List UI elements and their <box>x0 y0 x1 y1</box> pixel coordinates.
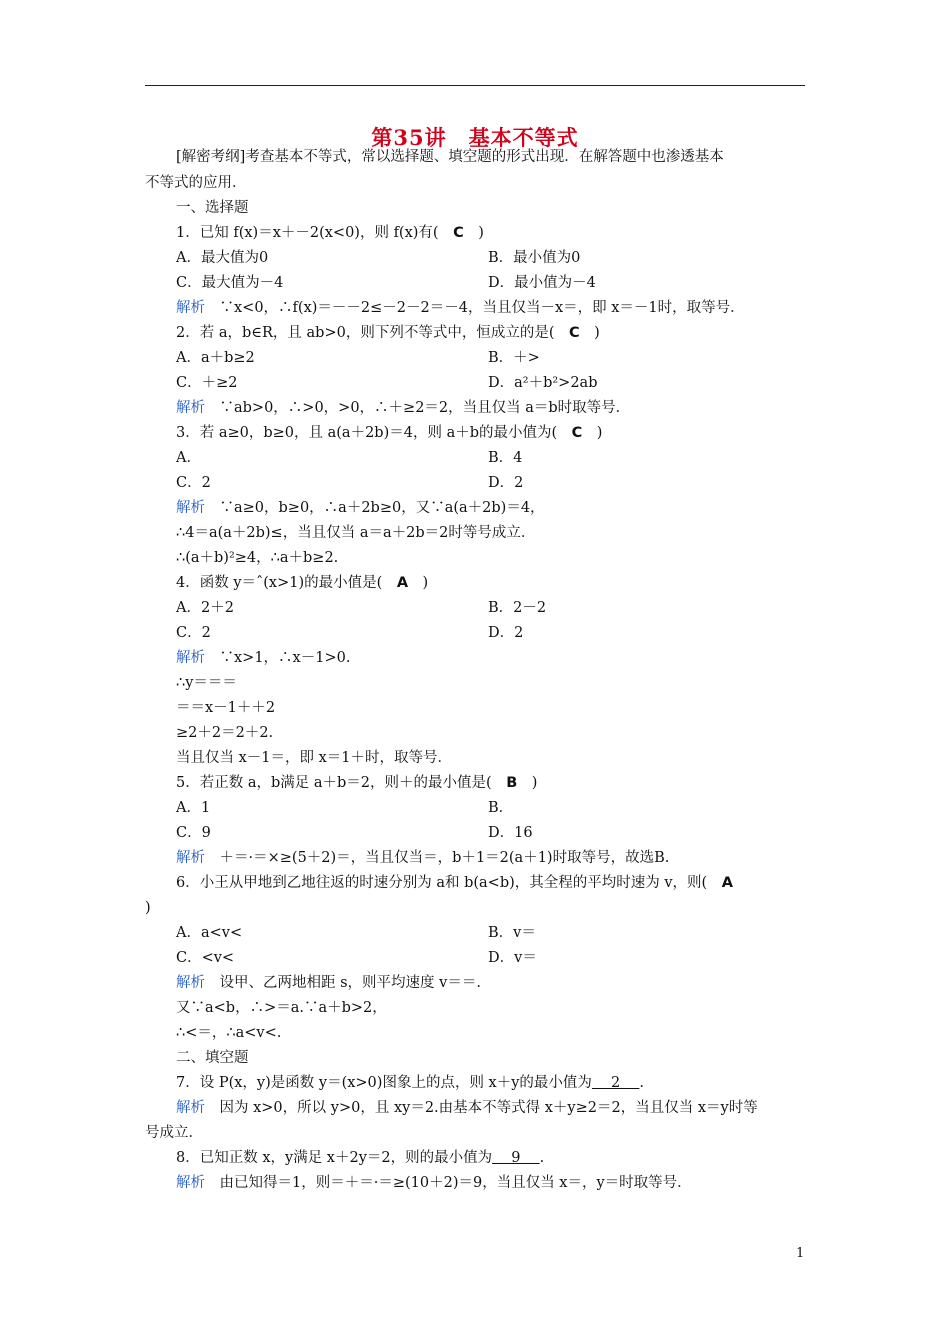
text-line <box>176 598 234 618</box>
text-line <box>488 823 533 843</box>
text-line <box>176 573 428 593</box>
text-run: ∴(a＋b)²≥4，∴a＋b≥2. <box>176 550 339 566</box>
text-line <box>176 948 234 968</box>
text-run: 5．若正数 a，b满足 a＋b＝2，则＋的最小值是( <box>176 775 507 791</box>
text-line <box>145 898 151 918</box>
text-line <box>176 648 350 668</box>
text-line <box>488 373 597 393</box>
text-run: 3．若 a≥0，b≥0，且 a(a＋2b)＝4，则 a＋b的最小值为( <box>176 425 572 441</box>
text-line <box>176 1023 281 1043</box>
text-run: 4．函数 y＝ˆ(x>1)的最小值是( <box>176 575 397 591</box>
text-run: ∴y＝＝＝ <box>176 675 237 691</box>
text-run: . <box>639 1075 644 1091</box>
text-run: A．a<v< <box>176 925 243 941</box>
text-run: A．a＋b≥2 <box>176 350 255 366</box>
lesson-title: 第35讲 基本不等式 <box>371 125 579 150</box>
text-run: C．＋≥2 <box>176 375 238 391</box>
text-run: 2．若 a，b∈R，且 ab>0，则下列不等式中，恒成立的是( <box>176 325 569 341</box>
text-line <box>488 248 580 268</box>
text-run: B．v＝ <box>488 925 536 941</box>
header-rule <box>145 85 805 86</box>
answer-choice: A <box>396 575 409 591</box>
text-line <box>176 198 249 218</box>
text-run: ) <box>579 325 600 341</box>
text-line <box>145 1123 203 1143</box>
text-line <box>488 798 513 818</box>
text-line <box>488 348 540 368</box>
analysis-label: 解析 <box>176 1175 205 1191</box>
text-run: B．2－2 <box>488 600 547 616</box>
text-line <box>176 1098 758 1118</box>
text-run: 一、选择题 <box>176 200 249 216</box>
text-run: 号成立． <box>145 1125 203 1141</box>
text-run: ) <box>408 575 429 591</box>
text-run: B．最小值为0 <box>488 250 581 266</box>
text-line <box>176 548 338 568</box>
text-run: ∵ab>0，∴>0，>0，∴＋≥2＝2，当且仅当 a＝b时取等号． <box>205 400 631 416</box>
text-run: 8．已知正数 x，y满足 x＋2y＝2，则的最小值为 <box>176 1150 493 1166</box>
analysis-label: 解析 <box>176 500 205 516</box>
text-run: ≥2＋2＝2＋2. <box>176 725 274 741</box>
text-run: ∵x<0，∴f(x)＝－－2≤－2－2＝－4，当且仅当－x＝，即 x＝－1时，取等号． <box>205 300 745 316</box>
answer-choice: C <box>571 425 583 441</box>
text-run: ＋＝·＝×≥(5＋2)＝，当且仅当＝，b＋1＝2(a＋1)时取等号，故选B. <box>205 850 670 866</box>
text-run: 又∵a<b，∴>＝a.∵a＋b>2， <box>176 1000 387 1016</box>
text-line <box>176 498 545 518</box>
text-line <box>176 348 255 368</box>
text-line <box>176 823 211 843</box>
text-run: ∴<＝，∴a<v<. <box>176 1025 282 1041</box>
text-line <box>488 473 523 493</box>
text-run: C．9 <box>176 825 211 841</box>
analysis-label: 解析 <box>176 975 205 991</box>
text-run: ＝＝x－1＋＋2 <box>176 700 276 716</box>
text-run: A．最大值为0 <box>176 250 269 266</box>
text-run: D．最小值为－4 <box>488 275 596 291</box>
text-run: 设甲、乙两地相距 s，则平均速度 v＝＝. <box>205 975 481 991</box>
text-line <box>176 1073 644 1093</box>
analysis-label: 解析 <box>176 1100 205 1116</box>
text-line <box>176 773 537 793</box>
text-line <box>176 298 745 318</box>
text-line <box>488 923 536 943</box>
text-run: 因为 x>0，所以 y>0，且 xy＝2.由基本不等式得 x＋y≥2＝2，当且仅当 x＝y时等 <box>205 1100 758 1116</box>
text-line <box>176 848 669 868</box>
text-line <box>176 673 237 693</box>
text-run: A． <box>176 450 201 466</box>
text-run: B． <box>488 800 514 816</box>
text-line <box>488 948 537 968</box>
answer-choice: C <box>453 225 464 241</box>
text-run: C．最大值为－4 <box>176 275 284 291</box>
text-run: [解密考纲]考查基本不等式，常以选择题、填空题的形式出现．在解答题中也渗透基本 <box>176 149 724 165</box>
text-line <box>145 173 247 193</box>
text-run: A．1 <box>176 800 211 816</box>
text-line <box>176 723 273 743</box>
text-run: D．a²＋b²>2ab <box>488 375 598 391</box>
text-line <box>176 448 201 468</box>
text-run: A．2＋2 <box>176 600 234 616</box>
text-line <box>176 523 535 543</box>
text-run: D．16 <box>488 825 533 841</box>
text-run: B．4 <box>488 450 523 466</box>
analysis-label: 解析 <box>176 650 205 666</box>
text-run: 不等式的应用． <box>145 175 247 191</box>
text-run: ∴4＝a(a＋2b)≤，当且仅当 a＝a＋2b＝2时等号成立． <box>176 525 536 541</box>
text-run: ∵a≥0，b≥0，∴a＋2b≥0，又∵a(a＋2b)＝4， <box>205 500 545 516</box>
text-line <box>488 623 523 643</box>
text-run: C．2 <box>176 475 211 491</box>
text-line <box>488 598 546 618</box>
text-run: . <box>539 1150 545 1166</box>
text-run: ) <box>582 425 603 441</box>
answer-choice: C <box>568 325 580 341</box>
text-run: 当且仅当 x－1＝，即 x＝1＋时，取等号． <box>176 750 453 766</box>
text-run: D．2 <box>488 625 524 641</box>
text-line <box>176 923 242 943</box>
text-line <box>176 1148 544 1168</box>
text-line <box>176 1173 692 1193</box>
analysis-label: 解析 <box>176 400 205 416</box>
text-run: C．2 <box>176 625 211 641</box>
text-run: 6．小王从甲地到乙地往返的时速分别为 a和 b(a<b)，其全程的平均时速为 v，则( <box>176 875 722 891</box>
text-line <box>176 248 268 268</box>
text-run: 1．已知 f(x)＝x＋－2(x<0)，则 f(x)有( <box>176 225 454 241</box>
text-line <box>176 323 600 343</box>
text-line <box>176 473 211 493</box>
text-line <box>176 398 630 418</box>
answer-blank: 2 <box>591 1075 640 1091</box>
text-run: ) <box>145 900 151 916</box>
text-line <box>176 423 602 443</box>
page-number: 1 <box>796 1246 805 1261</box>
answer-choice: B <box>506 775 518 791</box>
text-line <box>176 998 387 1018</box>
text-run: ) <box>463 225 484 241</box>
text-line <box>176 698 275 718</box>
text-line <box>176 147 724 167</box>
text-line <box>176 798 210 818</box>
text-line <box>176 373 237 393</box>
text-run: ∵x>1，∴x－1>0. <box>205 650 351 666</box>
text-line <box>176 873 733 893</box>
text-line <box>488 448 522 468</box>
text-line <box>176 973 481 993</box>
text-run: 由已知得＝1，则＝＋＝·＝≥(10＋2)＝9，当且仅当 x＝，y＝时取等号． <box>205 1175 692 1191</box>
text-run: ) <box>517 775 538 791</box>
analysis-label: 解析 <box>176 300 205 316</box>
analysis-label: 解析 <box>176 850 205 866</box>
text-run: C．<v< <box>176 950 235 966</box>
answer-choice: A <box>721 875 733 891</box>
text-run: B．＋> <box>488 350 540 366</box>
text-run: 二、填空题 <box>176 1050 249 1066</box>
text-run: 7．设 P(x，y)是函数 y＝(x>0)图象上的点，则 x＋y的最小值为 <box>176 1075 592 1091</box>
text-line <box>176 748 452 768</box>
text-line <box>176 623 211 643</box>
text-line <box>176 1048 249 1068</box>
text-run: D．2 <box>488 475 524 491</box>
text-line <box>176 273 283 293</box>
answer-blank: 9 <box>492 1150 540 1166</box>
text-run: D．v＝ <box>488 950 537 966</box>
text-line <box>176 223 484 243</box>
text-line <box>488 273 596 293</box>
